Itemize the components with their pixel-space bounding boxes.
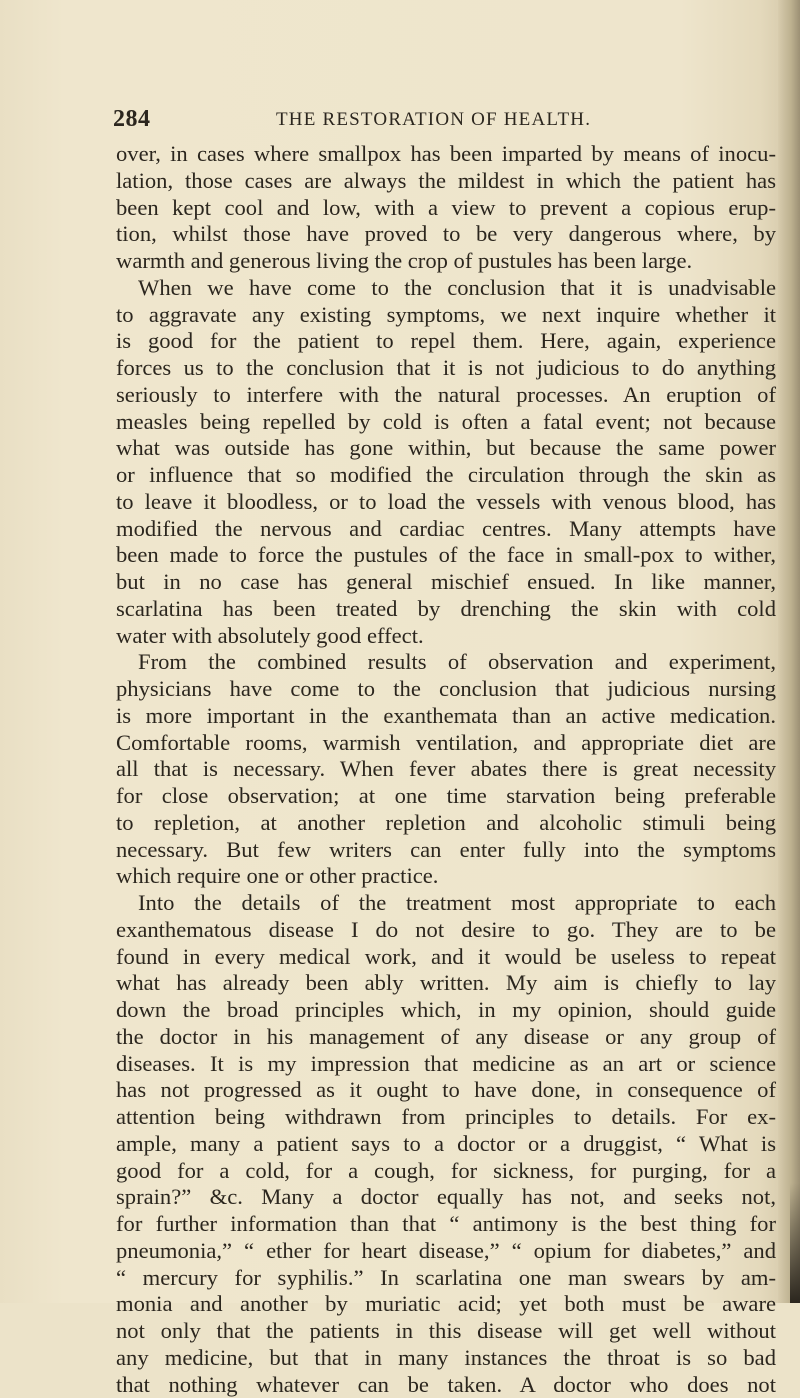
text-line: has not progressed as it ought to have done, in consequence of xyxy=(116,1077,776,1104)
text-line: monia and another by muriatic acid; yet both must be aware xyxy=(116,1291,776,1318)
text-line: lation, those cases are always the mildest in which the patient has xyxy=(116,168,776,195)
page-corner-shadow xyxy=(790,1183,800,1303)
text-line: good for a cold, for a cough, for sickness, for purging, for a xyxy=(116,1158,776,1185)
text-line: When we have come to the conclusion that it is unadvisable xyxy=(116,275,776,302)
text-line: which require one or other practice. xyxy=(116,863,776,890)
page-spine-shadow xyxy=(778,0,800,1303)
text-line: that nothing whatever can be taken. A doctor who does not xyxy=(116,1372,776,1398)
text-line: From the combined results of observation and experiment, xyxy=(116,649,776,676)
text-line: “ mercury for syphilis.” In scarlatina one man swears by am- xyxy=(116,1265,776,1292)
text-line: been made to force the pustules of the face in small-pox to wither, xyxy=(116,542,776,569)
text-line: ample, many a patient says to a doctor or a druggist, “ What is xyxy=(116,1131,776,1158)
text-line: is more important in the exanthemata than an active medication. xyxy=(116,703,776,730)
text-line: not only that the patients in this disease will get well without xyxy=(116,1318,776,1345)
text-line: tion, whilst those have proved to be very dangerous where, by xyxy=(116,221,776,248)
text-line: Into the details of the treatment most appropriate to each xyxy=(116,890,776,917)
text-line: to repletion, at another repletion and alcoholic stimuli being xyxy=(116,810,776,837)
text-line: scarlatina has been treated by drenching the skin with cold xyxy=(116,596,776,623)
text-line: Comfortable rooms, warmish ventilation, and appropriate diet are xyxy=(116,730,776,757)
text-line: diseases. It is my impression that medicine as an art or science xyxy=(116,1051,776,1078)
text-line: down the broad principles which, in my opinion, should guide xyxy=(116,997,776,1024)
text-line: what has already been ably written. My aim is chiefly to lay xyxy=(116,970,776,997)
text-line: what was outside has gone within, but because the same power xyxy=(116,435,776,462)
text-line: or influence that so modified the circulation through the skin as xyxy=(116,462,776,489)
text-line: exanthematous disease I do not desire to go. They are to be xyxy=(116,917,776,944)
text-line: measles being repelled by cold is often a fatal event; not because xyxy=(116,409,776,436)
text-line: sprain?” &c. Many a doctor equally has not, and seeks not, xyxy=(116,1184,776,1211)
text-line: over, in cases where smallpox has been imparted by means of inocu- xyxy=(116,141,776,168)
page-header xyxy=(0,104,800,134)
text-line: warmth and generous living the crop of pustules has been large. xyxy=(116,248,776,275)
text-line: for close observation; at one time starvation being preferable xyxy=(116,783,776,810)
text-line: forces us to the conclusion that it is not judicious to do anything xyxy=(116,355,776,382)
running-title: THE RESTORATION OF HEALTH. xyxy=(276,106,591,134)
text-line: water with absolutely good effect. xyxy=(116,623,776,650)
text-line: is good for the patient to repel them. Here, again, experience xyxy=(116,328,776,355)
text-line: seriously to interfere with the natural processes. An eruption of xyxy=(116,382,776,409)
text-line: all that is necessary. When fever abates there is great necessity xyxy=(116,756,776,783)
text-line: pneumonia,” “ ether for heart disease,” “ opium for diabetes,” and xyxy=(116,1238,776,1265)
text-line: been kept cool and low, with a view to prevent a copious erup- xyxy=(116,195,776,222)
text-line: physicians have come to the conclusion that judicious nursing xyxy=(116,676,776,703)
text-line: to aggravate any existing symptoms, we next inquire whether it xyxy=(116,302,776,329)
text-line: modified the nervous and cardiac centres. Many attempts have xyxy=(116,516,776,543)
page-number: 284 xyxy=(113,104,151,134)
text-line: any medicine, but that in many instances the throat is so bad xyxy=(116,1345,776,1372)
text-line: to leave it bloodless, or to load the vessels with venous blood, has xyxy=(116,489,776,516)
body-text xyxy=(116,141,776,1398)
text-line: the doctor in his management of any disease or any group of xyxy=(116,1024,776,1051)
text-line: found in every medical work, and it would be useless to repeat xyxy=(116,944,776,971)
text-line: for further information than that “ antimony is the best thing for xyxy=(116,1211,776,1238)
text-line: necessary. But few writers can enter fully into the symptoms xyxy=(116,837,776,864)
text-line: attention being withdrawn from principles to details. For ex- xyxy=(116,1104,776,1131)
text-line: but in no case has general mischief ensued. In like manner, xyxy=(116,569,776,596)
